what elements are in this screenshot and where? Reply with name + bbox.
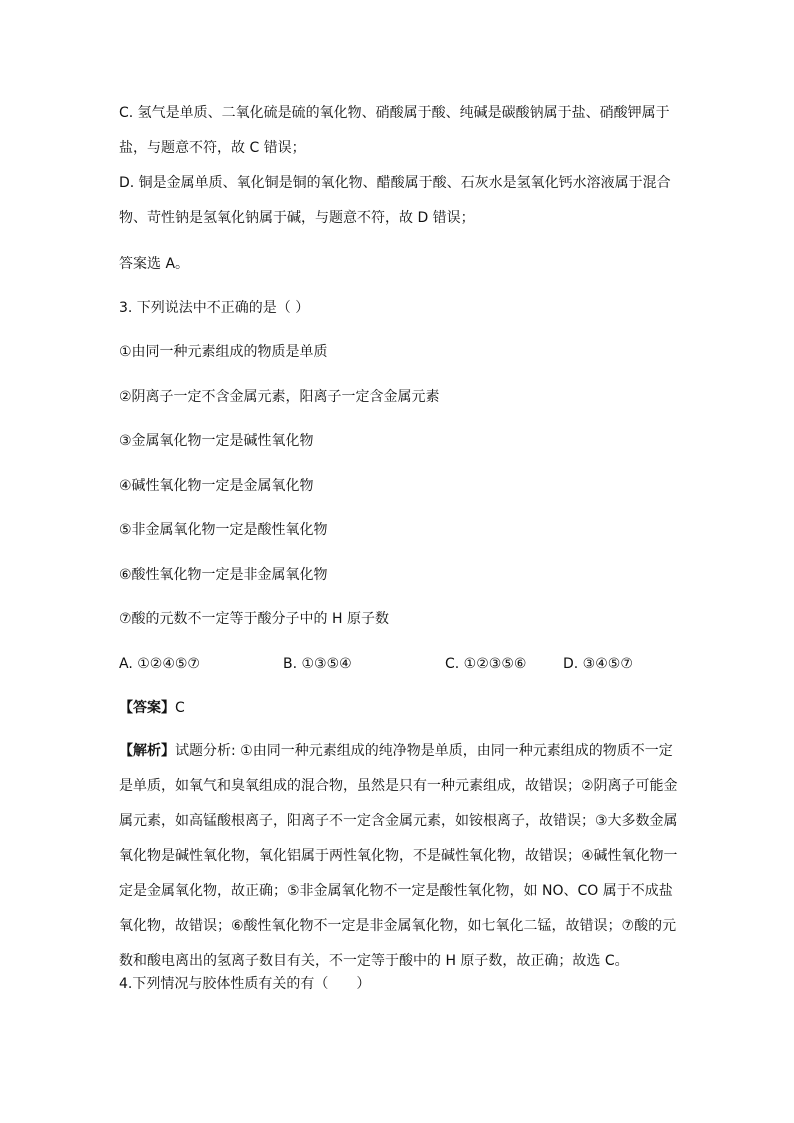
analysis-label: 【解析】: [119, 743, 175, 759]
option-a: A. ①②④⑤⑦: [119, 656, 200, 672]
option-d: D. ③④⑤⑦: [563, 656, 633, 672]
answer-label: 【答案】: [119, 700, 175, 716]
statement-6: ⑥酸性氧化物一定是非金属氧化物: [119, 567, 328, 583]
statement-3: ③金属氧化物一定是碱性氧化物: [119, 433, 314, 449]
question-3-stem: 3. 下列说法中不正确的是（ ）: [119, 300, 310, 316]
analysis-paragraph: [119, 734, 679, 979]
statement-7: ⑦酸的元数不一定等于酸分子中的 H 原子数: [119, 611, 389, 627]
prev-option-c-explanation: C. 氢气是单质、二氧化硫是硫的氧化物、硝酸属于酸、纯碱是碳酸钠属于盐、硝酸钾属于盐，与题意不符，故 C 错误；: [119, 105, 670, 156]
statement-1: ①由同一种元素组成的物质是单质: [119, 344, 328, 360]
statement-4: ④碱性氧化物一定是金属氧化物: [119, 478, 314, 494]
option-c: C. ①②③⑤⑥: [445, 656, 527, 672]
analysis-text: 试题分析: ①由同一种元素组成的纯净物是单质，由同一种元素组成的物质不一定是单质，如氧气和臭氧组成的混合物，虽然是只有一种元素组成，故错误；②阴离子可能金属元素，如高锰酸根离子，阳离子不一定含金属元素，如铵根离子，故错误；③大多数金属氧化物是碱性氧化物，氧化铝属于两性氧化物，不是碱性氧化物，故错误；④碱性氧化物一定是金属氧化物，故正确；⑤非金属氧化物不一定是酸性氧化物，如 NO、CO 属于不成盐氧化物，故错误；⑥酸性氧化物不一定是非金属氧化物，如七氧化二锰，故错误；⑦酸的元数和酸电离出的氢离子数目有关，不一定等于酸中的 H 原子数，故正确；故选 C。: [119, 743, 678, 969]
prev-option-d-explanation: D. 铜是金属单质、氧化铜是铜的氧化物、醋酸属于酸、石灰水是氢氧化钙水溶液属于混合物、苛性钠是氢氧化钠属于碱，与题意不符，故 D 错误；: [119, 175, 671, 226]
prev-conclusion: 答案选 A。: [119, 256, 190, 272]
question-4-stem: 4.下列情况与胶体性质有关的有（ ）: [119, 976, 371, 992]
answer-value: C: [175, 700, 185, 716]
answer-line: [119, 698, 185, 718]
statement-2: ②阴离子一定不含金属元素，阳离子一定含金属元素: [119, 389, 440, 405]
option-b: B. ①③⑤④: [283, 656, 352, 672]
statement-5: ⑤非金属氧化物一定是酸性氧化物: [119, 522, 328, 538]
